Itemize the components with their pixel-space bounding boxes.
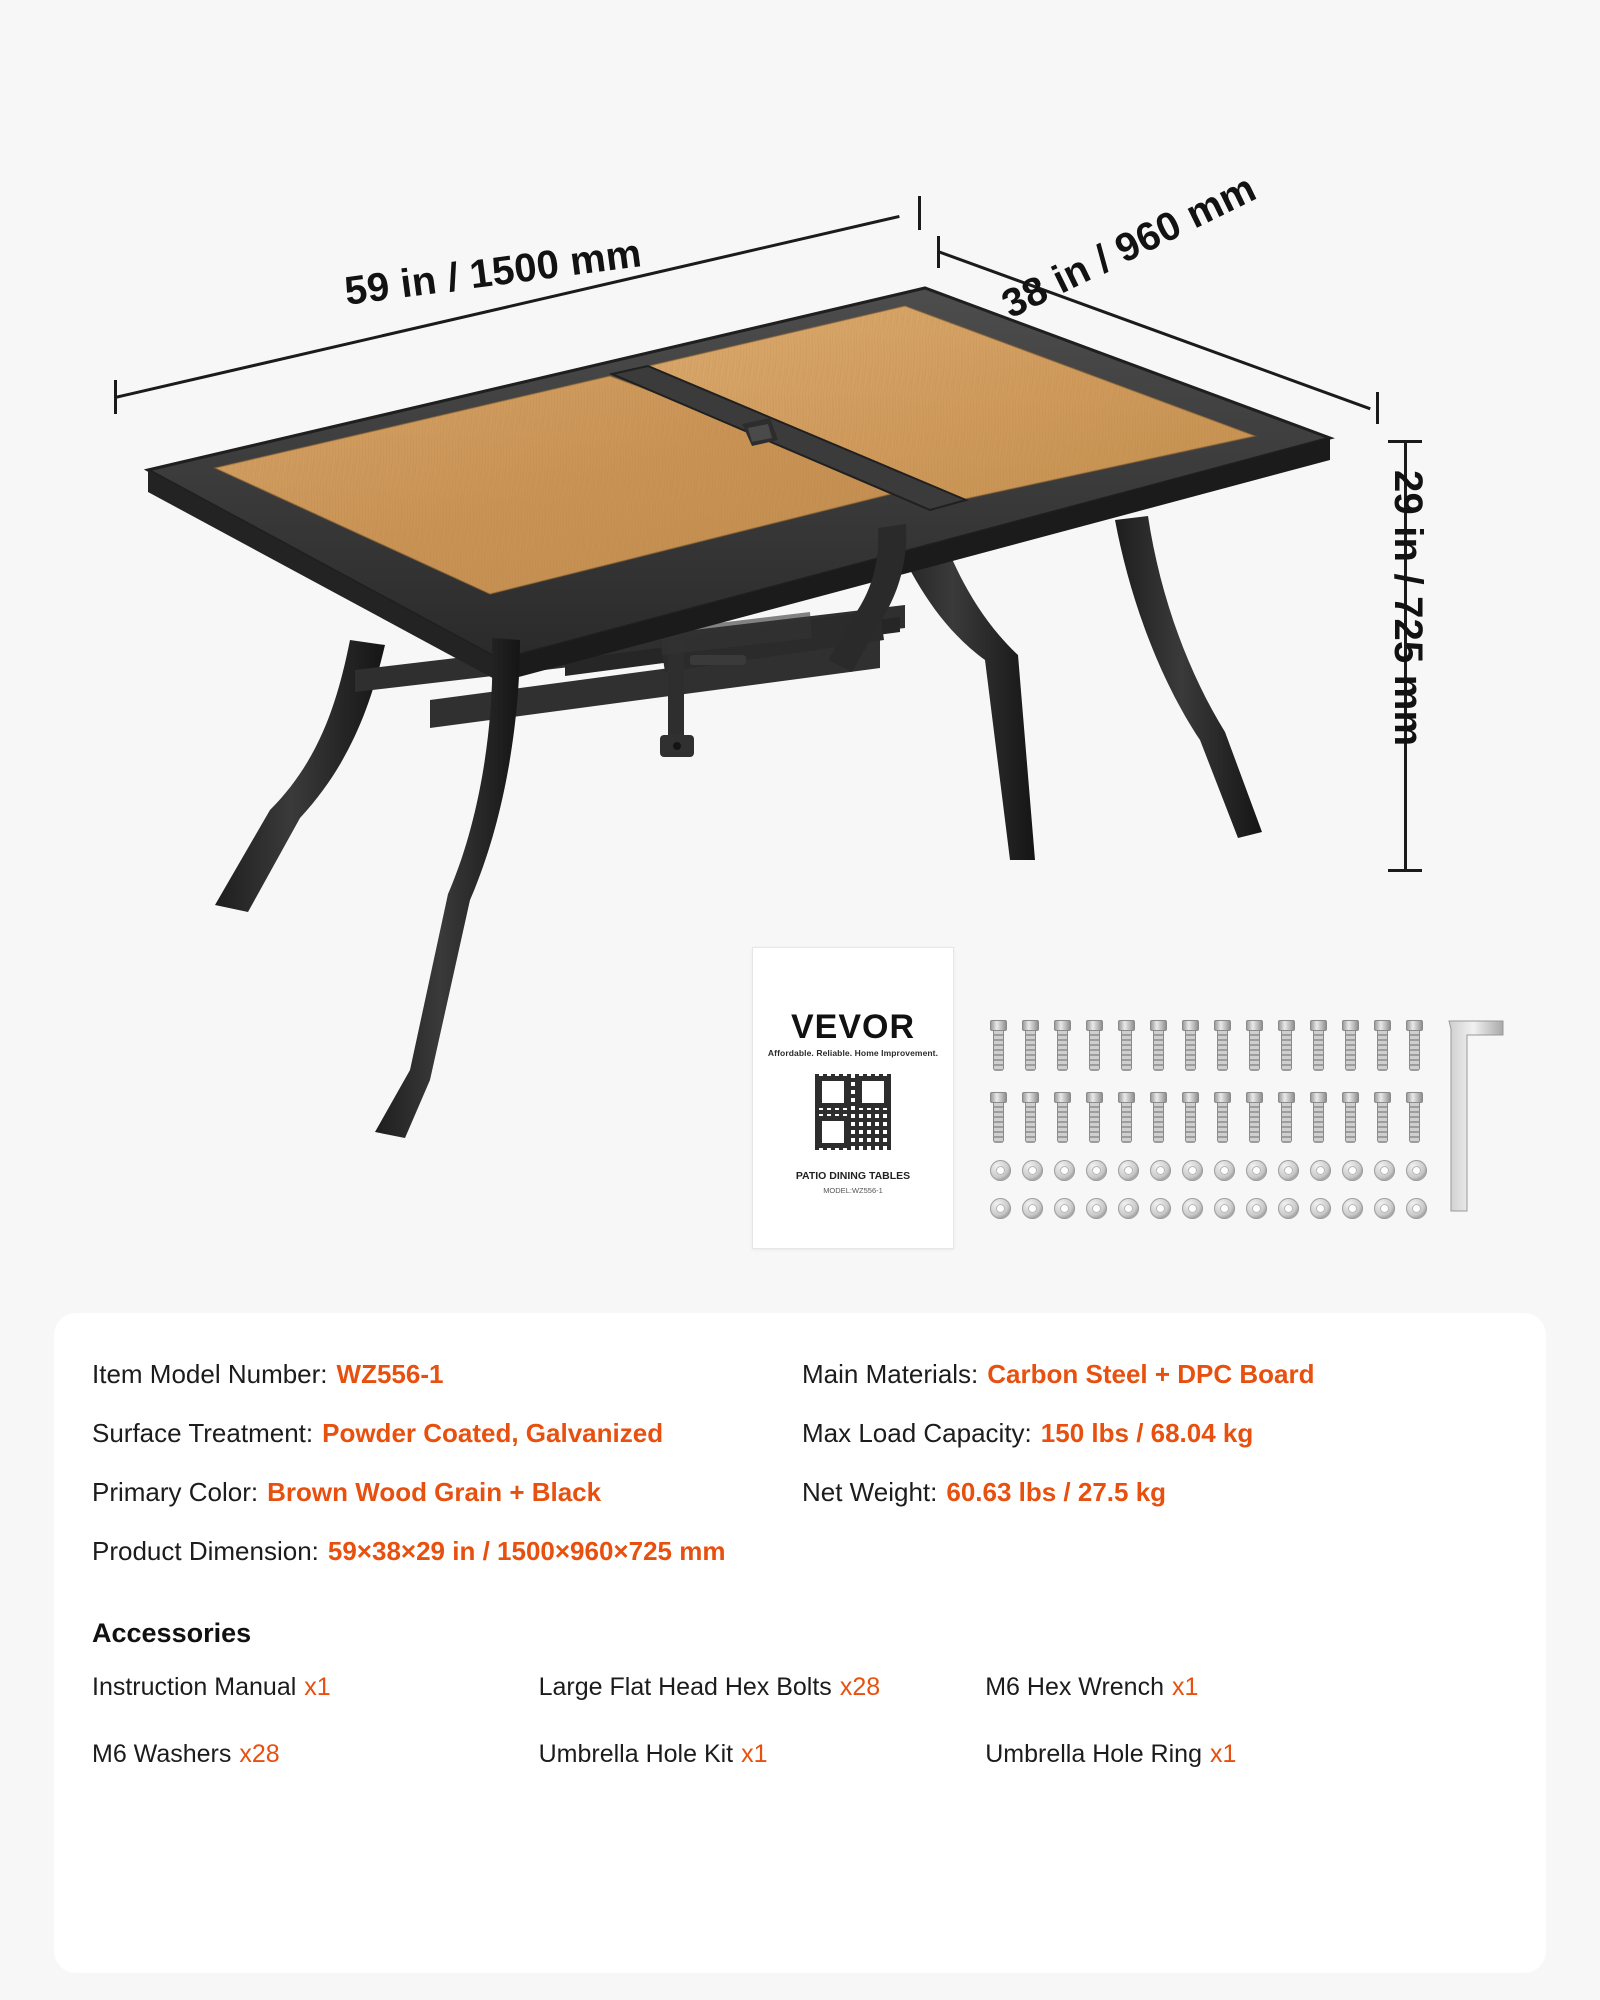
spec-item-primary-color [92, 1477, 802, 1508]
accessories-heading: Accessories [92, 1618, 252, 1648]
bolt-icon [1022, 1020, 1039, 1071]
hex-wrench-icon [1445, 1015, 1515, 1215]
accessory-label: Large Flat Head Hex Bolts [538, 1673, 832, 1701]
washer-icon [1022, 1198, 1043, 1219]
hardware-pack [990, 1020, 1500, 1250]
washer-icon [1214, 1198, 1235, 1219]
spec-value: 60.63 lbs / 27.5 kg [946, 1477, 1167, 1507]
washer-icon [1182, 1160, 1203, 1181]
spec-label: Primary Color: [92, 1477, 259, 1507]
accessory-m6-hex-wrench [985, 1673, 1432, 1702]
spec-value: Brown Wood Grain + Black [267, 1477, 602, 1507]
spec-row [92, 1477, 1512, 1508]
accessory-qty: x28 [239, 1740, 280, 1768]
accessories-row [92, 1740, 1432, 1769]
bolt-icon [1086, 1092, 1103, 1143]
washer-icon [1214, 1160, 1235, 1181]
accessory-instruction-manual [92, 1673, 539, 1702]
depth-dimension-tick-right [1376, 392, 1379, 424]
washer-icon [1310, 1160, 1331, 1181]
washer-icon [1150, 1198, 1171, 1219]
specification-grid [92, 1359, 1512, 1595]
bolt-icon [1374, 1092, 1391, 1143]
spec-label: Net Weight: [802, 1477, 938, 1507]
washer-icon [1310, 1198, 1331, 1219]
spec-value: Carbon Steel + DPC Board [987, 1359, 1315, 1389]
width-dimension-label: 59 in / 1500 mm [342, 231, 644, 314]
spec-label: Main Materials: [802, 1359, 979, 1389]
bolt-icon [1118, 1092, 1135, 1143]
bolt-icon [1278, 1020, 1295, 1071]
bolt-icon [1246, 1092, 1263, 1143]
vevor-tagline: Affordable. Reliable. Home Improvement. [767, 1048, 939, 1058]
manual-product-title: PATIO DINING TABLES [795, 1170, 911, 1182]
accessory-label: M6 Washers [92, 1740, 232, 1768]
bolt-icon [990, 1020, 1007, 1071]
specification-card [54, 1313, 1546, 1973]
bolt-icon [1310, 1092, 1327, 1143]
spec-item-product-dimension [92, 1536, 1512, 1567]
width-dimension-tick-left [114, 380, 117, 414]
washer-icon [1086, 1160, 1107, 1181]
accessory-label: M6 Hex Wrench [985, 1673, 1164, 1701]
instruction-manual-card [752, 947, 954, 1249]
spec-item-main-materials [802, 1359, 1512, 1390]
accessory-umbrella-hole-kit [539, 1740, 986, 1769]
spec-item-net-weight [802, 1477, 1512, 1508]
spec-value: 150 lbs / 68.04 kg [1040, 1418, 1254, 1448]
spec-label: Item Model Number: [92, 1359, 328, 1389]
bolt-icon [1118, 1020, 1135, 1071]
washer-icon [1278, 1160, 1299, 1181]
washer-icon [1278, 1198, 1299, 1219]
bolt-icon [1278, 1092, 1295, 1143]
height-dimension-tick-bottom [1388, 869, 1422, 872]
bolt-icon [1054, 1092, 1071, 1143]
washer-icon [1374, 1160, 1395, 1181]
washer-icon [1342, 1198, 1363, 1219]
accessory-qty: x28 [839, 1673, 881, 1701]
bolt-icon [1246, 1020, 1263, 1071]
spec-label: Product Dimension: [92, 1536, 319, 1566]
accessories-row [92, 1673, 1432, 1702]
spec-row [92, 1418, 1512, 1449]
washer-icon [1246, 1198, 1267, 1219]
bolt-icon [1406, 1092, 1423, 1143]
washer-icon [1182, 1198, 1203, 1219]
bolt-icon [1150, 1092, 1167, 1143]
spec-value: 59×38×29 in / 1500×960×725 mm [327, 1536, 726, 1566]
washer-icon [990, 1198, 1011, 1219]
accessory-label: Umbrella Hole Ring [985, 1740, 1202, 1768]
depth-dimension-tick-left [937, 236, 940, 268]
bolt-icon [1214, 1020, 1231, 1071]
spec-item-model-number [92, 1359, 802, 1390]
spec-label: Max Load Capacity: [802, 1418, 1032, 1448]
washer-icon [1342, 1160, 1363, 1181]
accessory-qty: x1 [304, 1673, 331, 1701]
accessory-large-flat-head-hex-bolts [539, 1673, 986, 1702]
spec-label: Surface Treatment: [92, 1418, 314, 1448]
spec-value: WZ556-1 [336, 1359, 444, 1389]
accessory-qty: x1 [741, 1740, 768, 1768]
washer-icon [1086, 1198, 1107, 1219]
washer-icon [1022, 1160, 1043, 1181]
accessory-umbrella-hole-ring [985, 1740, 1432, 1769]
bolt-icon [1374, 1020, 1391, 1071]
bolt-icon [1054, 1020, 1071, 1071]
height-dimension-tick-top [1388, 440, 1422, 443]
bolt-icon [1022, 1092, 1039, 1143]
washer-icon [1054, 1160, 1075, 1181]
accessory-label: Instruction Manual [92, 1673, 297, 1701]
washer-icon [1246, 1160, 1267, 1181]
spec-value: Powder Coated, Galvanized [322, 1418, 664, 1448]
washer-icon [1406, 1198, 1427, 1219]
manual-model-number: MODEL:WZ556-1 [823, 1186, 883, 1195]
bolt-icon [990, 1092, 1007, 1143]
qr-code-icon [815, 1074, 891, 1150]
spec-item-surface-treatment [92, 1418, 802, 1449]
depth-dimension-label: 38 in / 960 mm [995, 166, 1263, 327]
washer-icon [1118, 1198, 1139, 1219]
washer-icon [1118, 1160, 1139, 1181]
bolt-icon [1182, 1020, 1199, 1071]
bolt-icon [1342, 1092, 1359, 1143]
bolt-icon [1182, 1092, 1199, 1143]
washer-icon [1406, 1160, 1427, 1181]
accessory-label: Umbrella Hole Kit [538, 1740, 734, 1768]
height-dimension-label: 29 in / 725 mm [1386, 470, 1430, 747]
washer-icon [1150, 1160, 1171, 1181]
accessories-grid [92, 1673, 1432, 1807]
bolt-icon [1150, 1020, 1167, 1071]
bolt-icon [1406, 1020, 1423, 1071]
washer-icon [1374, 1198, 1395, 1219]
accessory-qty: x1 [1209, 1740, 1237, 1768]
vevor-logo: VEVOR [790, 1008, 916, 1046]
bolt-icon [1310, 1020, 1327, 1071]
accessory-qty: x1 [1171, 1673, 1199, 1701]
bolt-icon [1214, 1092, 1231, 1143]
bolt-icon [1342, 1020, 1359, 1071]
width-dimension-tick-right [918, 196, 921, 230]
washer-icon [1054, 1198, 1075, 1219]
spec-row [92, 1359, 1512, 1390]
spec-item-max-load-capacity [802, 1418, 1512, 1449]
accessory-m6-washers [92, 1740, 539, 1769]
bolt-icon [1086, 1020, 1103, 1071]
spec-row [92, 1536, 1512, 1567]
washer-icon [990, 1160, 1011, 1181]
